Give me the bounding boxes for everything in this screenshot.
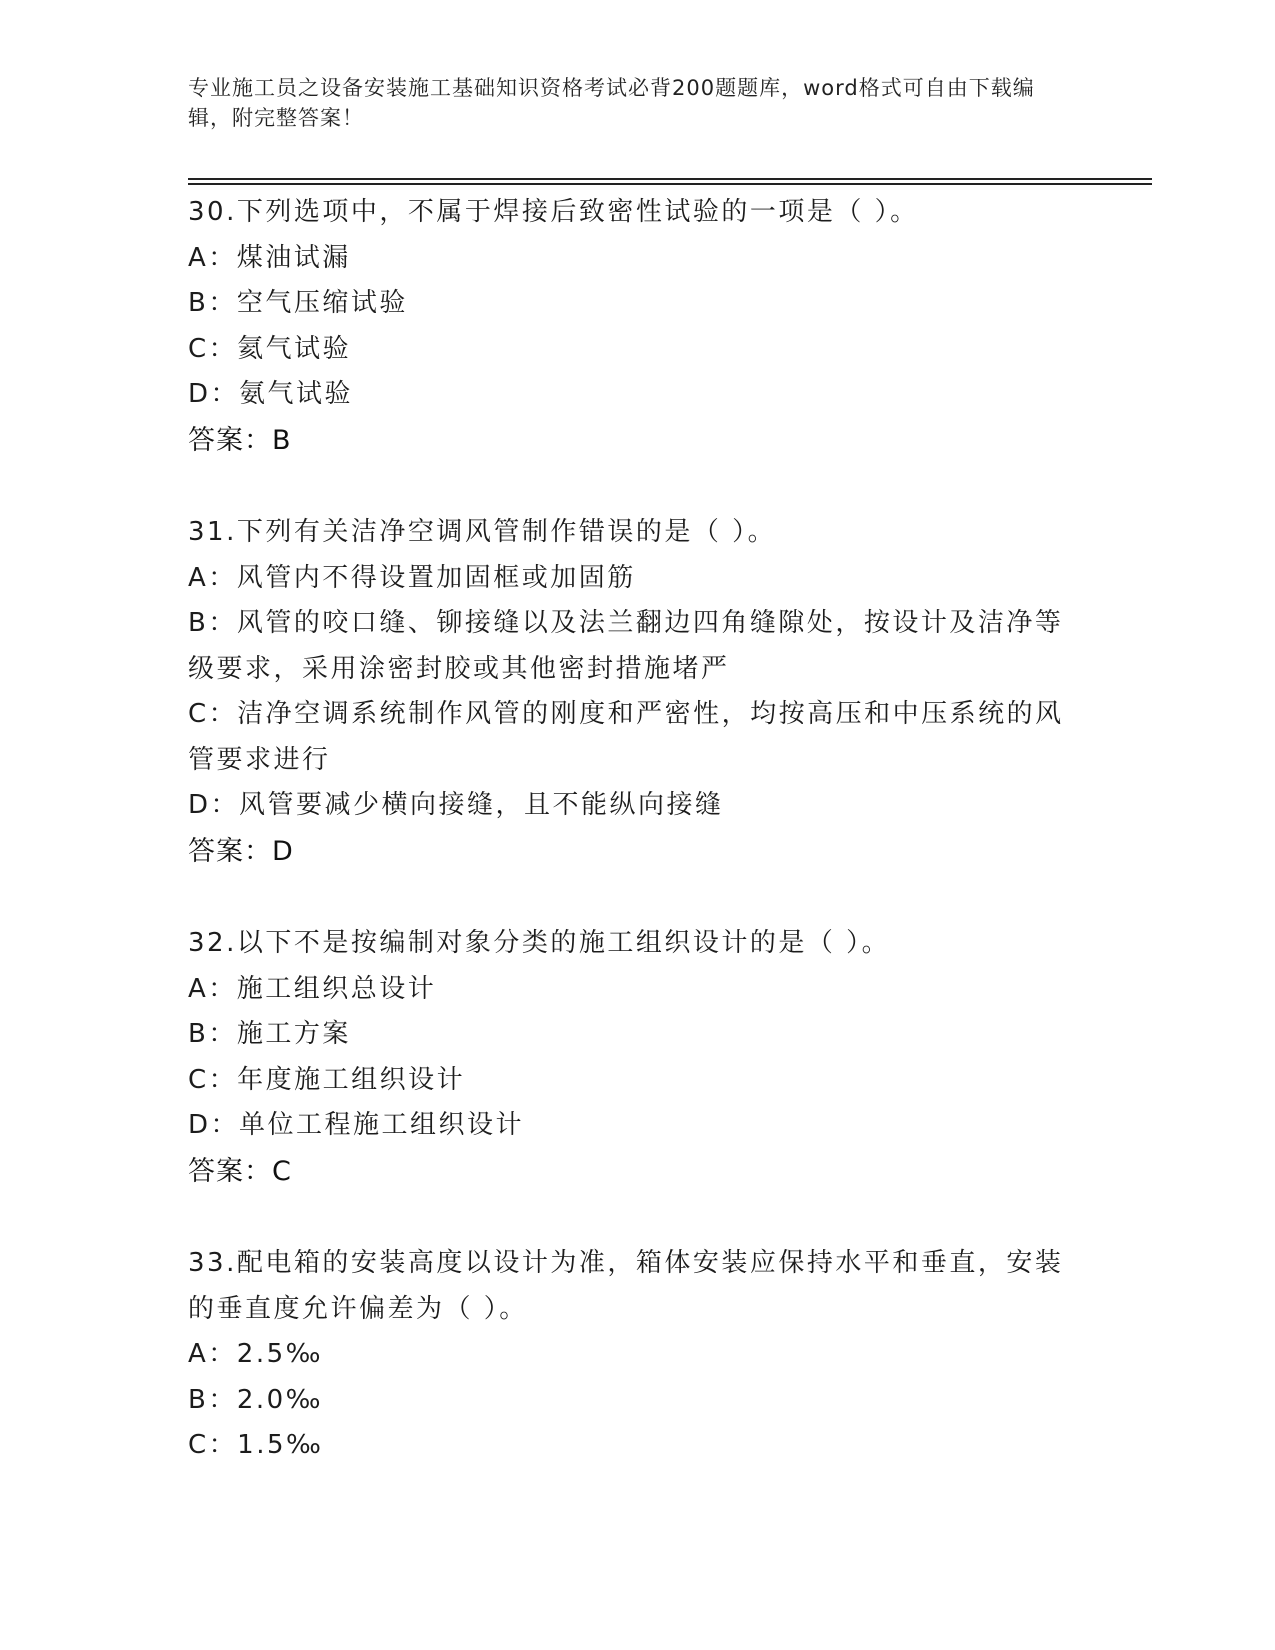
option-b: B：空气压缩试验 (188, 288, 408, 318)
header-divider-top (188, 178, 1152, 180)
option-b: B：风管的咬口缝、铆接缝以及法兰翻边四角缝隙处，按设计及洁净等级要求，采用涂密封胶或其他密封措施堵严 (188, 608, 1064, 684)
question-list (188, 190, 1088, 1516)
answer-label: 答案：C (188, 1155, 292, 1187)
question-31 (188, 510, 1088, 874)
option-a: A：风管内不得设置加固框或加固筋 (188, 562, 636, 593)
question-stem: 31.下列有关洁净空调风管制作错误的是（ ）。 (188, 517, 777, 547)
option-a: A：2.5‰ (188, 1339, 324, 1369)
option-d: D：风管要减少横向接缝，且不能纵向接缝 (188, 790, 724, 820)
option-d: D：单位工程施工组织设计 (188, 1110, 525, 1140)
header-divider-bottom (188, 183, 1152, 185)
answer-label: 答案：D (188, 835, 294, 867)
document-header: 专业施工员之设备安装施工基础知识资格考试必背200题题库，word格式可自由下载编辑，附完整答案！ (188, 76, 1035, 130)
question-32 (188, 921, 1088, 1194)
option-b: B：施工方案 (188, 1019, 351, 1049)
option-d: D：氨气试验 (188, 379, 354, 409)
option-c: C：洁净空调系统制作风管的刚度和严密性，均按高压和中压系统的风管要求进行 (188, 699, 1064, 775)
answer-label: 答案：B (188, 424, 292, 456)
option-c: C：1.5‰ (188, 1430, 324, 1460)
question-33 (188, 1241, 1088, 1469)
question-stem: 30.下列选项中，不属于焊接后致密性试验的一项是（ ）。 (188, 197, 919, 227)
option-b: B：2.0‰ (188, 1384, 324, 1415)
question-stem: 33.配电箱的安装高度以设计为准，箱体安装应保持水平和垂直，安装的垂直度允许偏差为（ ）。 (188, 1248, 1064, 1324)
option-a: A：施工组织总设计 (188, 973, 437, 1004)
option-a: A：煤油试漏 (188, 242, 351, 273)
option-c: C：氦气试验 (188, 333, 352, 364)
option-c: C：年度施工组织设计 (188, 1064, 466, 1095)
question-30 (188, 190, 1088, 463)
question-stem: 32.以下不是按编制对象分类的施工组织设计的是（ ）。 (188, 928, 891, 958)
